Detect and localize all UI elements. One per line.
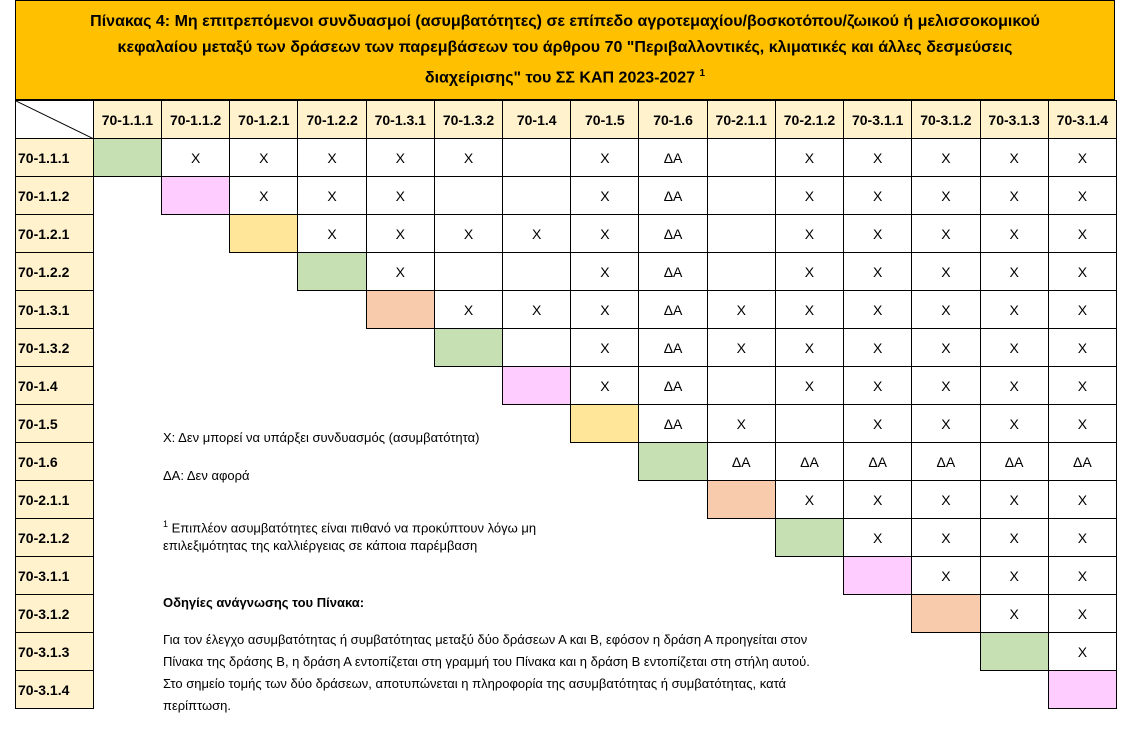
empty-cell bbox=[230, 329, 298, 367]
matrix-cell: X bbox=[1048, 367, 1116, 405]
empty-cell bbox=[93, 291, 161, 329]
matrix-cell: X bbox=[1048, 557, 1116, 595]
empty-cell bbox=[912, 633, 980, 671]
matrix-cell: X bbox=[775, 291, 843, 329]
empty-cell bbox=[434, 367, 502, 405]
matrix-cell: X bbox=[298, 215, 366, 253]
matrix-cell: ΔΑ bbox=[639, 139, 707, 177]
diagonal-cell bbox=[503, 367, 571, 405]
row-header: 70-1.6 bbox=[16, 443, 94, 481]
diagonal-cell bbox=[434, 329, 502, 367]
matrix-cell: X bbox=[434, 139, 502, 177]
matrix-cell: X bbox=[162, 139, 230, 177]
footnote-mark: 1 bbox=[163, 519, 169, 529]
row-header: 70-3.1.3 bbox=[16, 633, 94, 671]
matrix-cell: X bbox=[980, 519, 1048, 557]
matrix-cell: X bbox=[980, 595, 1048, 633]
empty-cell bbox=[366, 595, 434, 633]
empty-cell bbox=[366, 367, 434, 405]
empty-cell bbox=[707, 557, 775, 595]
matrix-cell: X bbox=[980, 253, 1048, 291]
empty-cell bbox=[230, 291, 298, 329]
matrix-cell: X bbox=[912, 557, 980, 595]
matrix-cell: X bbox=[1048, 519, 1116, 557]
empty-cell bbox=[571, 481, 639, 519]
instructions-line-3: Στο σημείο τομής των δύο δράσεων, αποτυπώνεται η πληροφορία της ασυμβατότητας ή συμβατότητας, κατά bbox=[163, 676, 787, 691]
matrix-cell: X bbox=[980, 405, 1048, 443]
row-header: 70-1.1.1 bbox=[16, 139, 94, 177]
empty-cell bbox=[366, 557, 434, 595]
table-row bbox=[16, 291, 1117, 329]
table-row bbox=[16, 177, 1117, 215]
empty-cell bbox=[162, 329, 230, 367]
empty-cell bbox=[298, 329, 366, 367]
empty-cell bbox=[162, 367, 230, 405]
row-header: 70-3.1.2 bbox=[16, 595, 94, 633]
incompatibility-table-page bbox=[15, 0, 1117, 731]
matrix-cell: X bbox=[571, 291, 639, 329]
column-header: 70-3.1.4 bbox=[1048, 101, 1116, 139]
matrix-cell: X bbox=[366, 139, 434, 177]
row-header: 70-1.3.2 bbox=[16, 329, 94, 367]
column-header: 70-1.4 bbox=[503, 101, 571, 139]
matrix-cell: X bbox=[980, 557, 1048, 595]
matrix-cell: X bbox=[980, 139, 1048, 177]
diagonal-cell bbox=[162, 177, 230, 215]
matrix-cell: X bbox=[844, 291, 912, 329]
matrix-cell: X bbox=[912, 329, 980, 367]
matrix-cell: X bbox=[230, 177, 298, 215]
matrix-cell: X bbox=[844, 253, 912, 291]
column-header: 70-2.1.2 bbox=[775, 101, 843, 139]
matrix-cell: X bbox=[912, 405, 980, 443]
matrix-cell bbox=[707, 367, 775, 405]
matrix-cell: X bbox=[571, 329, 639, 367]
matrix-cell: X bbox=[775, 367, 843, 405]
matrix-cell bbox=[707, 253, 775, 291]
matrix-cell: ΔΑ bbox=[980, 443, 1048, 481]
matrix-cell bbox=[775, 405, 843, 443]
row-header: 70-1.4 bbox=[16, 367, 94, 405]
matrix-cell: ΔΑ bbox=[639, 405, 707, 443]
matrix-cell: X bbox=[980, 291, 1048, 329]
legend-x: Χ: Δεν μπορεί να υπάρξει συνδυασμός (ασυμβατότητα) bbox=[163, 430, 480, 445]
empty-cell bbox=[571, 443, 639, 481]
instructions-heading: Οδηγίες ανάγνωσης του Πίνακα: bbox=[163, 595, 365, 610]
table-row bbox=[16, 329, 1117, 367]
matrix-cell: X bbox=[844, 405, 912, 443]
matrix-cell: X bbox=[298, 177, 366, 215]
empty-cell bbox=[93, 595, 161, 633]
empty-cell bbox=[366, 329, 434, 367]
matrix-cell: X bbox=[912, 177, 980, 215]
matrix-cell: X bbox=[912, 253, 980, 291]
matrix-cell: X bbox=[298, 139, 366, 177]
matrix-cell bbox=[503, 253, 571, 291]
matrix-cell bbox=[503, 139, 571, 177]
column-header: 70-2.1.1 bbox=[707, 101, 775, 139]
column-header: 70-1.2.2 bbox=[298, 101, 366, 139]
empty-cell bbox=[639, 557, 707, 595]
empty-cell bbox=[775, 557, 843, 595]
column-header: 70-3.1.2 bbox=[912, 101, 980, 139]
empty-cell bbox=[93, 671, 161, 709]
matrix-cell: ΔΑ bbox=[639, 177, 707, 215]
matrix-cell: X bbox=[844, 481, 912, 519]
column-header: 70-1.1.2 bbox=[162, 101, 230, 139]
empty-cell bbox=[298, 291, 366, 329]
empty-cell bbox=[93, 443, 161, 481]
diagonal-cell bbox=[980, 633, 1048, 671]
empty-cell bbox=[980, 671, 1048, 709]
matrix-cell: X bbox=[571, 367, 639, 405]
empty-cell bbox=[571, 595, 639, 633]
matrix-cell: X bbox=[1048, 215, 1116, 253]
matrix-cell bbox=[503, 329, 571, 367]
matrix-cell: ΔΑ bbox=[639, 291, 707, 329]
matrix-cell: X bbox=[707, 291, 775, 329]
matrix-cell: X bbox=[1048, 481, 1116, 519]
matrix-cell: X bbox=[980, 329, 1048, 367]
diagonal-cell bbox=[230, 215, 298, 253]
empty-cell bbox=[639, 595, 707, 633]
matrix-cell bbox=[707, 177, 775, 215]
matrix-cell: X bbox=[980, 481, 1048, 519]
instructions-line-4: περίπτωση. bbox=[163, 698, 231, 713]
diagonal-cell bbox=[775, 519, 843, 557]
matrix-cell bbox=[434, 253, 502, 291]
matrix-cell bbox=[707, 215, 775, 253]
row-header: 70-1.3.1 bbox=[16, 291, 94, 329]
matrix-cell: X bbox=[366, 253, 434, 291]
empty-cell bbox=[93, 519, 161, 557]
matrix-cell: X bbox=[1048, 177, 1116, 215]
column-header: 70-1.6 bbox=[639, 101, 707, 139]
matrix-cell: X bbox=[844, 367, 912, 405]
matrix-cell: X bbox=[1048, 291, 1116, 329]
table-row bbox=[16, 215, 1117, 253]
matrix-cell: X bbox=[1048, 595, 1116, 633]
empty-cell bbox=[93, 481, 161, 519]
empty-cell bbox=[503, 443, 571, 481]
row-header: 70-1.1.2 bbox=[16, 177, 94, 215]
instructions-line-2: Πίνακα της δράσης Β, η δράση Α εντοπίζεται στη γραμμή του Πίνακα και η δράση Β εντοπίζεται στη στήλη αυτού. bbox=[163, 654, 810, 669]
row-header: 70-1.5 bbox=[16, 405, 94, 443]
column-header: 70-1.2.1 bbox=[230, 101, 298, 139]
row-header: 70-3.1.4 bbox=[16, 671, 94, 709]
empty-cell bbox=[298, 557, 366, 595]
matrix-cell: ΔΑ bbox=[775, 443, 843, 481]
matrix-cell: ΔΑ bbox=[912, 443, 980, 481]
matrix-cell: X bbox=[775, 253, 843, 291]
corner-cell bbox=[16, 101, 94, 139]
matrix-cell: X bbox=[912, 291, 980, 329]
matrix-cell: X bbox=[366, 177, 434, 215]
empty-cell bbox=[162, 253, 230, 291]
empty-cell bbox=[571, 519, 639, 557]
row-header: 70-2.1.1 bbox=[16, 481, 94, 519]
table-row bbox=[16, 139, 1117, 177]
column-header: 70-1.1.1 bbox=[93, 101, 161, 139]
matrix-cell: X bbox=[844, 177, 912, 215]
table-row bbox=[16, 253, 1117, 291]
matrix-cell: X bbox=[980, 215, 1048, 253]
corner-diagonal bbox=[16, 101, 94, 139]
empty-cell bbox=[93, 557, 161, 595]
empty-cell bbox=[162, 215, 230, 253]
matrix-cell: X bbox=[912, 481, 980, 519]
matrix-cell: X bbox=[1048, 405, 1116, 443]
table-title bbox=[15, 0, 1115, 100]
diagonal-cell bbox=[366, 291, 434, 329]
matrix-cell: ΔΑ bbox=[639, 329, 707, 367]
footnote-line-2: επιλεξιμότητας της καλλιέργειας σε κάποια παρέμβαση bbox=[163, 538, 478, 553]
row-header: 70-2.1.2 bbox=[16, 519, 94, 557]
instructions-line-1: Για τον έλεγχο ασυμβατότητας ή συμβατότητας μεταξύ δύο δράσεων Α και Β, εφόσον η δράση Α προηγείται στον bbox=[163, 632, 808, 647]
empty-cell bbox=[434, 595, 502, 633]
empty-cell bbox=[93, 633, 161, 671]
matrix-cell: X bbox=[1048, 633, 1116, 671]
matrix-cell: X bbox=[844, 329, 912, 367]
empty-cell bbox=[434, 557, 502, 595]
matrix-cell: X bbox=[844, 519, 912, 557]
matrix-cell: ΔΑ bbox=[707, 443, 775, 481]
column-header: 70-3.1.1 bbox=[844, 101, 912, 139]
empty-cell bbox=[93, 405, 161, 443]
diagonal-cell bbox=[571, 405, 639, 443]
empty-cell bbox=[230, 367, 298, 405]
matrix-cell: X bbox=[230, 139, 298, 177]
matrix-cell: X bbox=[707, 405, 775, 443]
title-line-1: Πίνακας 4: Μη επιτρεπόμενοι συνδυασμοί (ασυμβατότητες) σε επίπεδο αγροτεμαχίου/βοσκοτόπου/ζωικού ή μελισσοκομικού bbox=[90, 12, 1040, 30]
empty-cell bbox=[844, 671, 912, 709]
matrix-cell: X bbox=[1048, 139, 1116, 177]
table-row bbox=[16, 557, 1117, 595]
empty-cell bbox=[93, 367, 161, 405]
empty-cell bbox=[844, 633, 912, 671]
empty-cell bbox=[298, 367, 366, 405]
matrix-cell: X bbox=[775, 329, 843, 367]
matrix-cell: ΔΑ bbox=[1048, 443, 1116, 481]
empty-cell bbox=[230, 253, 298, 291]
matrix-cell: ΔΑ bbox=[639, 367, 707, 405]
column-header: 70-3.1.3 bbox=[980, 101, 1048, 139]
empty-cell bbox=[775, 595, 843, 633]
title-line-2: κεφαλαίου μεταξύ των δράσεων των παρεμβάσεων του άρθρου 70 "Περιβαλλοντικές, κλιματικές και άλλες δεσμεύσεις bbox=[117, 38, 1013, 56]
matrix-cell: X bbox=[503, 215, 571, 253]
diagonal-cell bbox=[298, 253, 366, 291]
diagonal-cell bbox=[93, 139, 161, 177]
diagonal-cell bbox=[1048, 671, 1116, 709]
matrix-cell: X bbox=[434, 215, 502, 253]
matrix-cell: X bbox=[571, 215, 639, 253]
empty-cell bbox=[93, 253, 161, 291]
title-line-3: διαχείρισης" του ΣΣ ΚΑΠ 2023-2027 bbox=[424, 69, 696, 87]
matrix-cell: X bbox=[844, 139, 912, 177]
matrix-cell: X bbox=[775, 177, 843, 215]
empty-cell bbox=[503, 595, 571, 633]
diagonal-cell bbox=[844, 557, 912, 595]
matrix-cell: X bbox=[434, 291, 502, 329]
header-row bbox=[16, 101, 1117, 139]
empty-cell bbox=[844, 595, 912, 633]
diagonal-cell bbox=[912, 595, 980, 633]
empty-cell bbox=[912, 671, 980, 709]
matrix-cell: X bbox=[1048, 253, 1116, 291]
matrix-cell: X bbox=[775, 139, 843, 177]
matrix-cell: ΔΑ bbox=[639, 215, 707, 253]
empty-cell bbox=[93, 329, 161, 367]
matrix-cell: X bbox=[503, 291, 571, 329]
title-footnote-mark: 1 bbox=[699, 67, 706, 79]
compatibility-matrix bbox=[15, 100, 1117, 709]
table-row bbox=[16, 367, 1117, 405]
matrix-cell bbox=[503, 177, 571, 215]
legend-da: ΔΑ: Δεν αφορά bbox=[163, 468, 250, 483]
empty-cell bbox=[707, 519, 775, 557]
empty-cell bbox=[93, 177, 161, 215]
empty-cell bbox=[162, 291, 230, 329]
matrix-cell: X bbox=[571, 177, 639, 215]
matrix-cell: X bbox=[912, 519, 980, 557]
matrix-cell: X bbox=[775, 481, 843, 519]
matrix-cell: X bbox=[980, 367, 1048, 405]
matrix-cell: X bbox=[912, 139, 980, 177]
empty-cell bbox=[707, 595, 775, 633]
matrix-cell: X bbox=[775, 215, 843, 253]
empty-cell bbox=[93, 215, 161, 253]
column-header: 70-1.5 bbox=[571, 101, 639, 139]
matrix-cell: X bbox=[1048, 329, 1116, 367]
matrix-cell: X bbox=[707, 329, 775, 367]
row-header: 70-1.2.1 bbox=[16, 215, 94, 253]
matrix-cell bbox=[707, 139, 775, 177]
diagonal-cell bbox=[639, 443, 707, 481]
row-header: 70-1.2.2 bbox=[16, 253, 94, 291]
matrix-cell: X bbox=[980, 177, 1048, 215]
empty-cell bbox=[503, 405, 571, 443]
matrix-cell: ΔΑ bbox=[639, 253, 707, 291]
empty-cell bbox=[639, 519, 707, 557]
footnote-line-1: Επιπλέον ασυμβατότητες είναι πιθανό να προκύπτουν λόγω μη bbox=[171, 520, 537, 536]
matrix-cell: X bbox=[912, 215, 980, 253]
empty-cell bbox=[571, 557, 639, 595]
column-header: 70-1.3.1 bbox=[366, 101, 434, 139]
matrix-cell: X bbox=[571, 253, 639, 291]
column-header: 70-1.3.2 bbox=[434, 101, 502, 139]
empty-cell bbox=[639, 481, 707, 519]
matrix-cell: ΔΑ bbox=[844, 443, 912, 481]
empty-cell bbox=[230, 557, 298, 595]
empty-cell bbox=[162, 557, 230, 595]
row-header: 70-3.1.1 bbox=[16, 557, 94, 595]
matrix-cell: X bbox=[912, 367, 980, 405]
matrix-cell: X bbox=[366, 215, 434, 253]
empty-cell bbox=[503, 557, 571, 595]
diagonal-cell bbox=[707, 481, 775, 519]
matrix-cell: X bbox=[571, 139, 639, 177]
matrix-cell: X bbox=[844, 215, 912, 253]
matrix-cell bbox=[434, 177, 502, 215]
